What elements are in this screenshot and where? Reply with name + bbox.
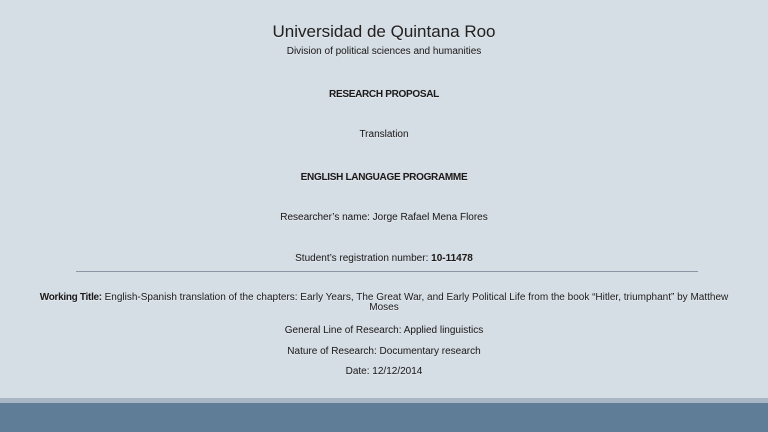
nature-of-research: Nature of Research: Documentary research bbox=[287, 346, 481, 357]
working-title-text: English-Spanish translation of the chapters: Early Years, The Great War, and Early Political Life from the book “Hitler, triumphant” by Matthew Moses bbox=[101, 292, 729, 313]
date-line: Date: 12/12/2014 bbox=[345, 366, 423, 377]
footer-band-dark bbox=[0, 403, 768, 432]
university-title: Universidad de Quintana Roo bbox=[272, 22, 496, 41]
registration-label: Student’s registration number: bbox=[295, 253, 432, 264]
division-subtitle: Division of political sciences and humanities bbox=[286, 46, 482, 57]
proposal-type: Translation bbox=[359, 129, 409, 140]
research-proposal-heading: RESEARCH PROPOSAL bbox=[329, 89, 439, 100]
programme-heading: ENGLISH LANGUAGE PROGRAMME bbox=[300, 172, 468, 183]
divider-line bbox=[76, 271, 698, 272]
researcher-name: Researcher’s name: Jorge Rafael Mena Flores bbox=[280, 212, 488, 223]
working-title bbox=[30, 293, 738, 313]
registration-line bbox=[0, 253, 768, 264]
working-title-label: Working Title: bbox=[39, 292, 102, 303]
registration-number: 10-11478 bbox=[431, 253, 473, 264]
general-line-of-research: General Line of Research: Applied linguistics bbox=[284, 325, 484, 336]
